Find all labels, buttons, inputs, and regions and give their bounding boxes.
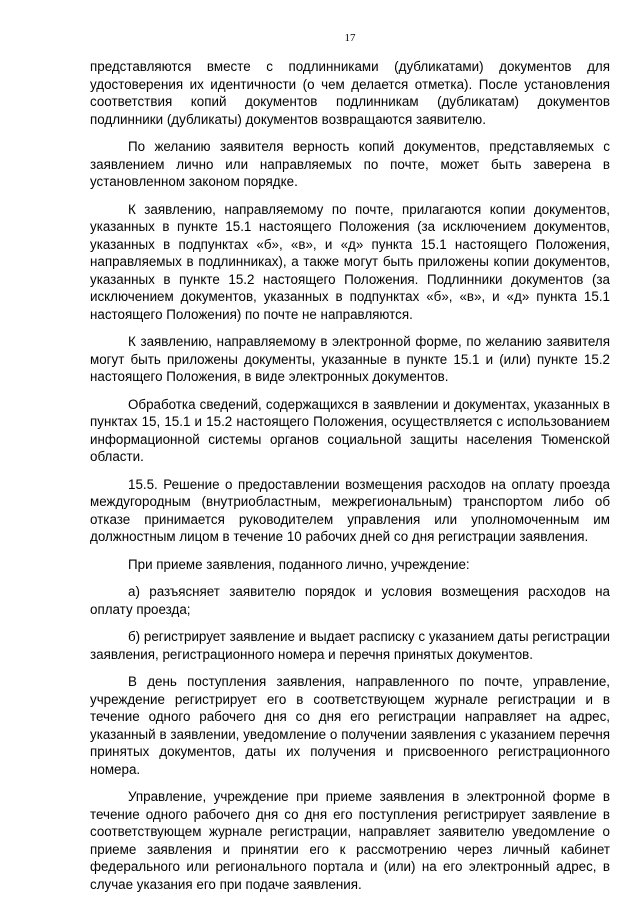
- paragraph-mail-application: К заявлению, направляемому по почте, прилагаются копии документов, указанных в пункте 15.1 настоящего Положения (за исключением документов, указанных в подпунктах «б», «в», и «д» пункта 15.1 настоящего Положения, направляемых в подлинниках), а также могут быть приложены копии документов, указанных в пункте 15.2 настоящего Положения. Подлинники документов (за исключением документов, указанных в подпунктах «б», «в», и «д» пункта 15.1 настоящего Положения) по почте не направляются.: [90, 201, 610, 322]
- paragraph-copies-certification: По желанию заявителя верность копий документов, представляемых с заявлением лично или направляемых по почте, может быть заверена в установленном законом порядке.: [90, 139, 610, 189]
- paragraph-mail-registration: В день поступления заявления, направленного по почте, управление, учреждение регистрирует его в соответствующем журнале регистрации и в течение одного рабочего дня со дня его регистрации направляет на адрес, указанный в заявлении, уведомление о получении заявления с указанием перечня принятых документов, даты их получения и присвоенного регистрационного номера.: [90, 674, 610, 777]
- paragraph-item-a: а) разъясняет заявителю порядок и условия возмещения расходов на оплату проезда;: [90, 584, 610, 617]
- paragraph-electronic-registration: Управление, учреждение при приеме заявления в электронной форме в течение одного рабочего дня со дня его поступления регистрирует заявление в соответствующем журнале регистрации, направляет заявителю уведомление о приеме заявления и принятии его к рассмотрению через личный кабинет федерального или регионального портала и (или) на его электронный адрес, в случае указания его при подаче заявления.: [90, 789, 610, 892]
- page-number: 17: [344, 32, 356, 44]
- document-page: [90, 0, 610, 905]
- paragraph-item-b: б) регистрирует заявление и выдает расписку с указанием даты регистрации заявления, регистрационного номера и перечня принятых документов.: [90, 629, 610, 662]
- paragraph-electronic-application: К заявлению, направляемому в электронной форме, по желанию заявителя могут быть приложены документы, указанные в пункте 15.1 и (или) пункте 15.2 настоящего Положения, в виде электронных документов.: [90, 334, 610, 384]
- paragraph-continuation: представляются вместе с подлинниками (дубликатами) документов для удостоверения их идентичности (о чем делается отметка). После установления соответствия копий документов подлинникам (дубликатам) документов подлинники (дубликаты) документов возвращаются заявителю.: [90, 59, 610, 127]
- document-body: [90, 58, 610, 903]
- paragraph-data-processing: Обработка сведений, содержащихся в заявлении и документах, указанных в пунктах 15, 15.1 и 15.2 настоящего Положения, осуществляется с использованием информационной системы органов социальной защиты населения Тюменской области.: [90, 396, 610, 464]
- paragraph-section-15-5: 15.5. Решение о предоставлении возмещения расходов на оплату проезда междугородным (внутриобластным, межрегиональным) транспортом либо об отказе принимается руководителем управления или уполномоченным им должностным лицом в течение 10 рабочих дней со дня регистрации заявления.: [90, 476, 610, 544]
- paragraph-in-person-intro: При приеме заявления, поданного лично, учреждение:: [128, 556, 470, 572]
